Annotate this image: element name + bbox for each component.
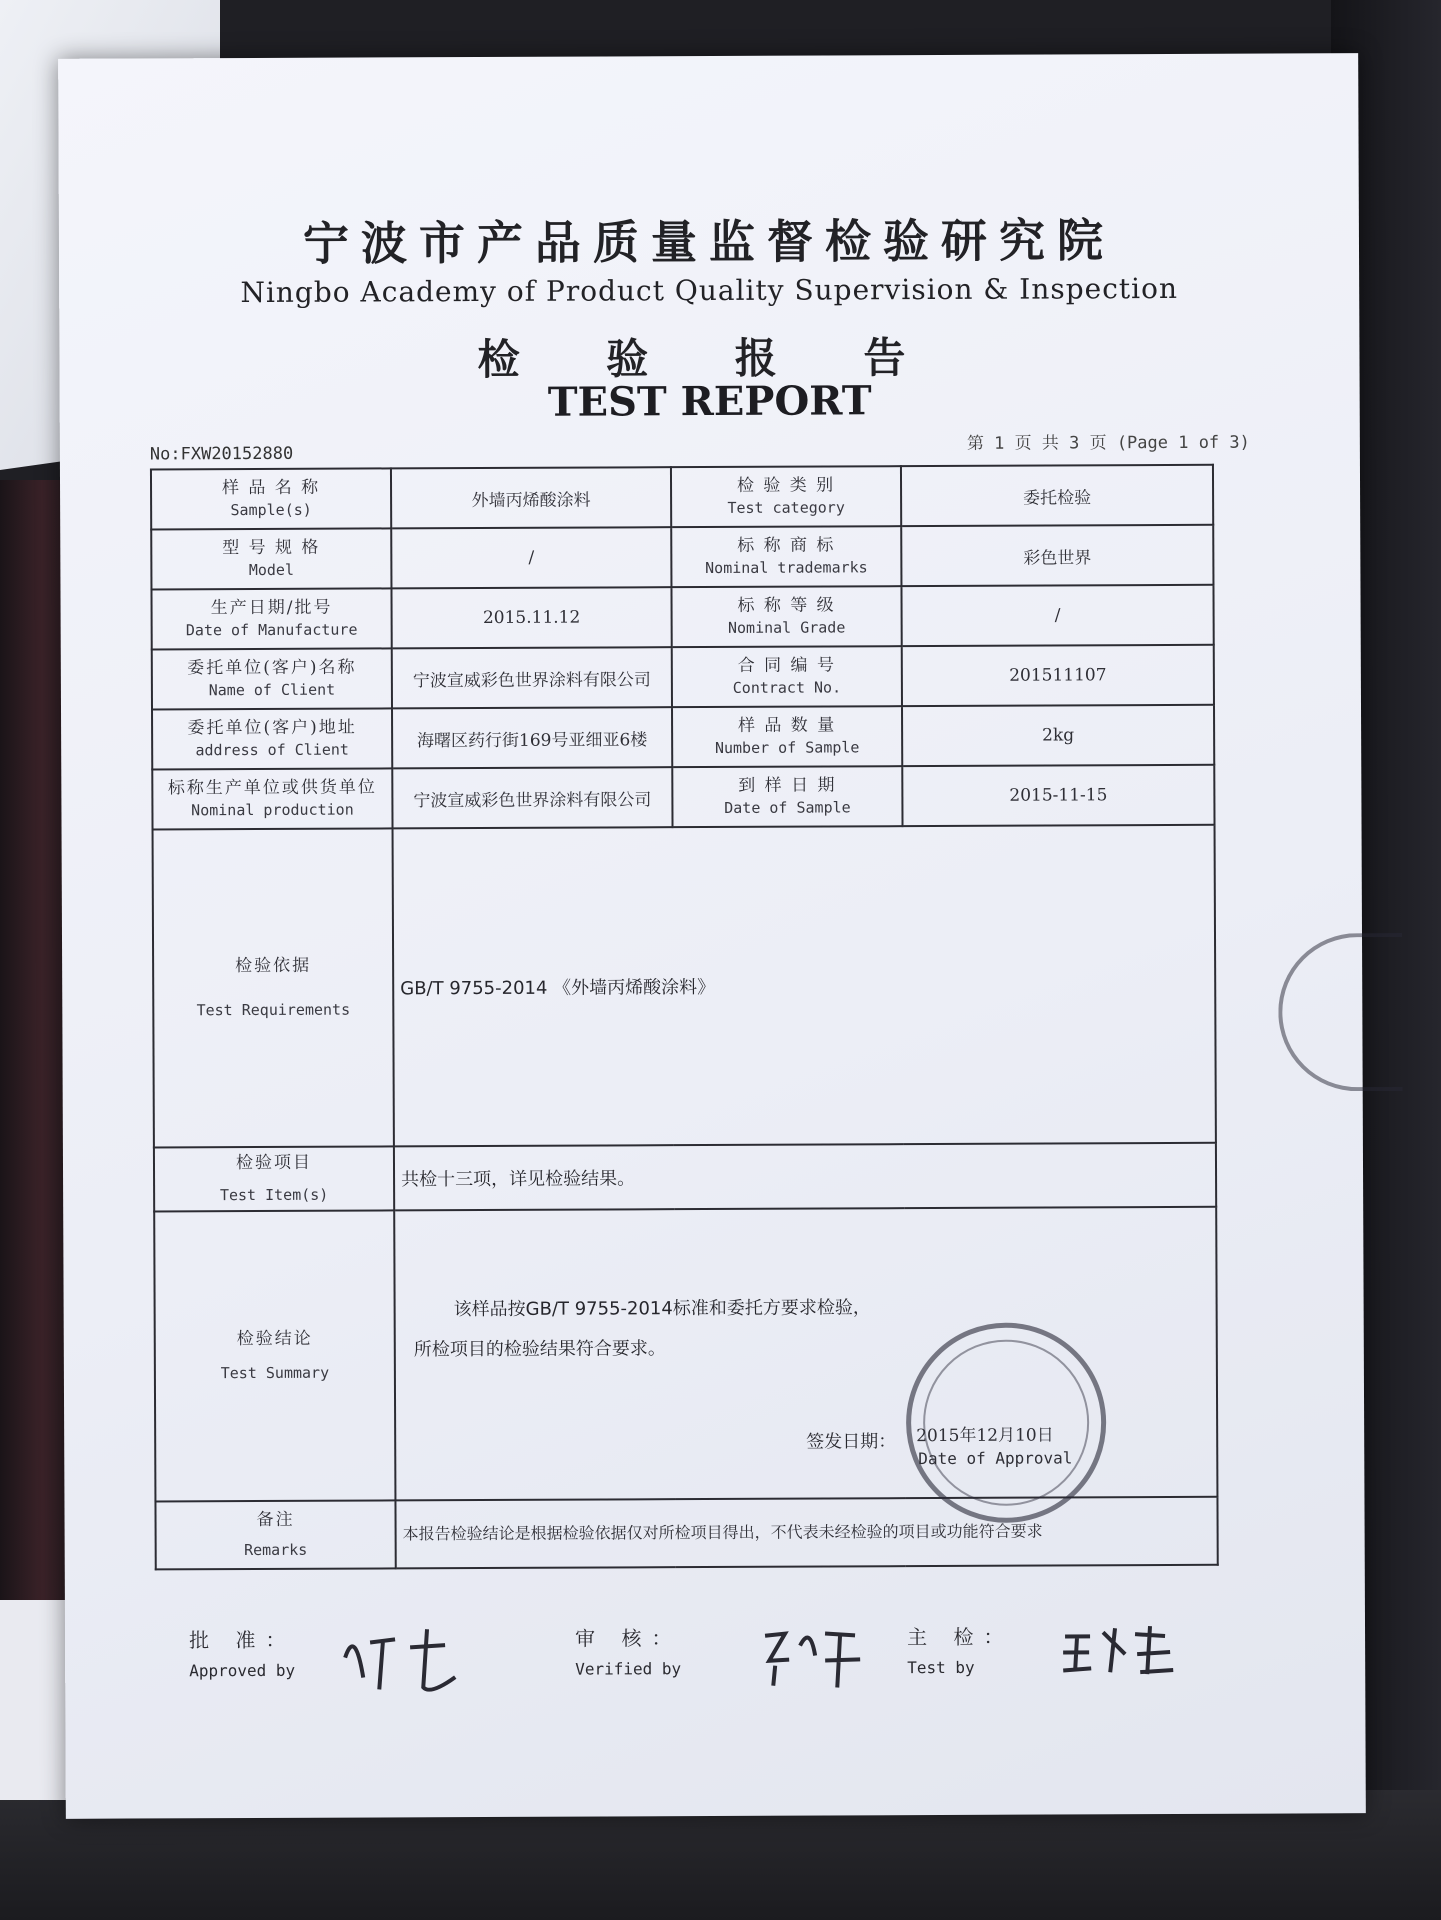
field-value: 海曙区药行街169号亚细亚6楼 (392, 707, 672, 768)
table-row (152, 765, 1214, 830)
side-seal-stamp (1278, 933, 1403, 1092)
field-label: 样 品 数 量 Number of Sample (672, 706, 902, 767)
field-value: 2kg (902, 705, 1214, 766)
background-left (0, 480, 70, 1740)
remarks-label: 备注 Remarks (155, 1500, 395, 1569)
report-title-cn: 检 验 报 告 (477, 332, 942, 385)
table-row (152, 705, 1214, 770)
field-value: 2015-11-15 (902, 765, 1214, 826)
summary-line-2: 所检项目的检验结果符合要求。 (413, 1338, 666, 1361)
field-label: 生产日期/批号 Date of Manufacture (151, 588, 391, 649)
issue-date-label: 签发日期： (806, 1431, 897, 1453)
report-table (150, 464, 1219, 1571)
summary-value (394, 1207, 1217, 1501)
field-label: 委托单位(客户)名称 Name of Client (152, 648, 392, 709)
field-label: 型 号 规 格 Model (151, 528, 391, 589)
field-value: 宁波宣威彩色世界涂料有限公司 (392, 647, 672, 708)
field-value: / (391, 527, 671, 588)
report-sheet (58, 53, 1366, 1819)
report-number: No:FXW20152880 (149, 443, 294, 465)
institute-name-cn: 宁波市产品质量监督检验研究院 (302, 213, 1116, 271)
field-label: 检 验 类 别 Test category (671, 466, 901, 527)
table-row (154, 1207, 1217, 1502)
institute-name-en: Ningbo Academy of Product Quality Supervision & Inspection (240, 271, 1179, 310)
test-by: 主 检： Test by (907, 1624, 1014, 1678)
table-row (151, 585, 1213, 650)
requirements-label: 检验依据 Test Requirements (153, 828, 394, 1147)
approved-by: 批 准： Approved by (189, 1627, 296, 1681)
field-label: 合 同 编 号 Contract No. (672, 646, 902, 707)
date-of-approval-label: Date of Approval (918, 1448, 1073, 1469)
table-row (154, 1143, 1216, 1212)
table-row (151, 465, 1213, 530)
field-label: 标称生产单位或供货单位 Nominal production (152, 768, 392, 829)
items-value: 共检十三项，详见检验结果。 (394, 1143, 1216, 1211)
remarks-value: 本报告检验结论是根据检验依据仅对所检项目得出，不代表未经检验的项目或功能符合要求 (395, 1497, 1217, 1569)
signature-block (155, 1620, 1225, 1715)
test-signature (1055, 1614, 1185, 1685)
requirements-value: GB/T 9755-2014 《外墙丙烯酸涂料》 (393, 825, 1216, 1147)
page-info: 第 1 页 共 3 页 (Page 1 of 3) (966, 432, 1250, 454)
report-title-en: TEST REPORT (547, 377, 872, 426)
field-value: 委托检验 (901, 465, 1213, 526)
field-value: 201511107 (902, 645, 1214, 706)
field-label: 样 品 名 称 Sample(s) (151, 468, 391, 529)
field-value: 2015.11.12 (391, 587, 671, 648)
verified-by: 审 核： Verified by (575, 1626, 682, 1679)
approved-signature (335, 1617, 485, 1698)
table-row (152, 645, 1214, 710)
field-value: 彩色世界 (901, 525, 1213, 586)
items-label: 检验项目 Test Item(s) (154, 1146, 394, 1211)
field-value: / (901, 585, 1213, 646)
field-value: 外墙丙烯酸涂料 (391, 467, 671, 528)
verified-signature (755, 1615, 875, 1696)
field-label: 标 称 商 标 Nominal trademarks (671, 526, 901, 587)
table-row (151, 525, 1213, 590)
issue-date: 2015年12月10日 (916, 1425, 1054, 1447)
field-label: 标 称 等 级 Nominal Grade (671, 586, 901, 647)
field-value: 宁波宣威彩色世界涂料有限公司 (392, 767, 672, 828)
table-row (153, 825, 1216, 1148)
field-label: 到 样 日 期 Date of Sample (672, 766, 902, 827)
summary-label: 检验结论 Test Summary (154, 1210, 395, 1501)
field-label: 委托单位(客户)地址 address of Client (152, 708, 392, 769)
summary-line-1: 该样品按GB/T 9755-2014标准和委托方要求检验， (453, 1297, 871, 1321)
